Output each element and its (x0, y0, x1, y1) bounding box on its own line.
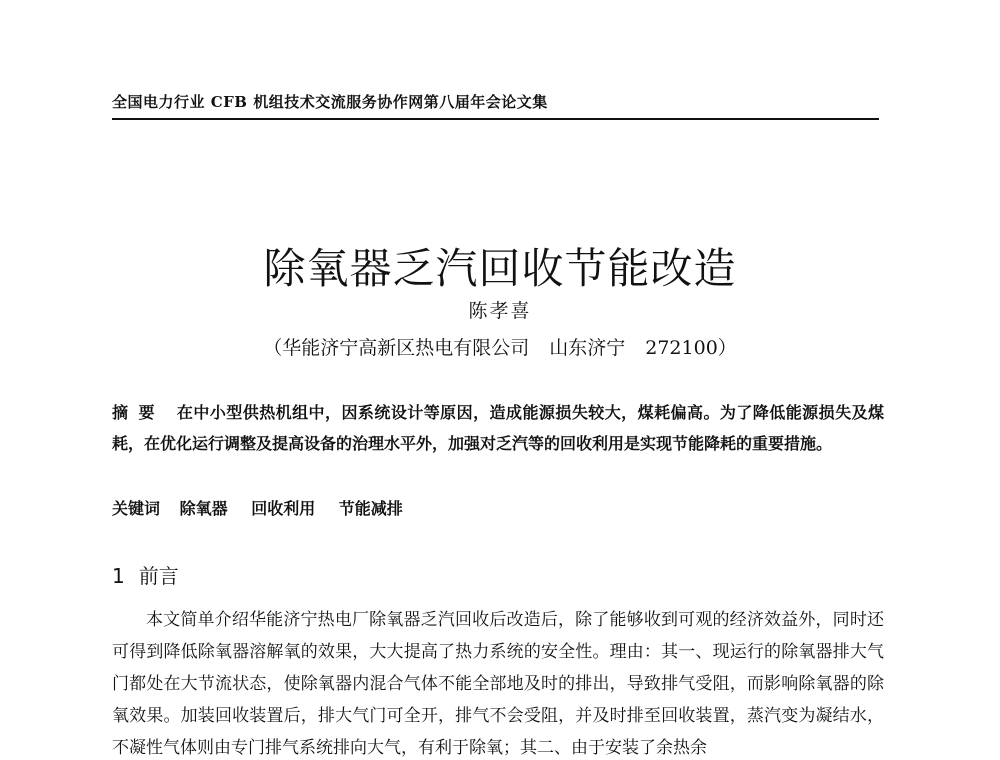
running-header: 全国电力行业 CFB 机组技术交流服务协作网第八届年会论文集 (112, 93, 548, 111)
body-paragraph: 本文简单介绍华能济宁热电厂除氧器乏汽回收后改造后，除了能够收到可观的经济效益外，同时还可得到降低除氧器溶解氧的效果，大大提高了热力系统的安全性。理由：其一、现运行的除氧器排大气门都处在大节流状态，使除氧器内混合气体不能全部地及时的排出，导致排气受阻，而影响除氧器的除氧效果。加装回收装置后，排大气门可全开，排气不会受阻，并及时排至回收装置，蒸汽变为凝结水，不凝性气体则由专门排气系统排向大气，有利于除氧；其二、由于安装了余热余 (112, 610, 884, 758)
abstract-label: 摘要 (112, 403, 165, 422)
section-number: 1 (112, 564, 125, 588)
affiliation-close-paren: ） (717, 337, 737, 359)
author-name: 陈孝喜 (468, 300, 532, 322)
section-heading (112, 560, 179, 589)
affiliation-postcode: 272100 (645, 337, 718, 359)
affiliation-location: 山东济宁 (549, 337, 626, 359)
header-rule (112, 118, 879, 120)
keyword-item: 除氧器 (179, 499, 228, 518)
body-text (112, 604, 884, 760)
keyword-item: 回收利用 (251, 499, 316, 518)
abstract-text: 在中小型供热机组中，因系统设计等原因，造成能源损失较大，煤耗偏高。为了降低能源损失及煤耗，在优化运行调整及提高设备的治理水平外，加强对乏汽等的回收利用是实现节能降耗的重要措施。 (112, 403, 884, 453)
keyword-item: 节能减排 (338, 499, 403, 518)
keywords-label: 关键词 (112, 499, 161, 518)
affiliation-open-paren: （ (263, 337, 283, 359)
keywords (112, 496, 884, 519)
affiliation-company: 华能济宁高新区热电有限公司 (282, 337, 530, 359)
paper-title: 除氧器乏汽回收节能改造 (263, 244, 737, 294)
section-title: 前言 (138, 564, 179, 588)
abstract (112, 397, 884, 459)
author-affiliation (0, 333, 1000, 360)
